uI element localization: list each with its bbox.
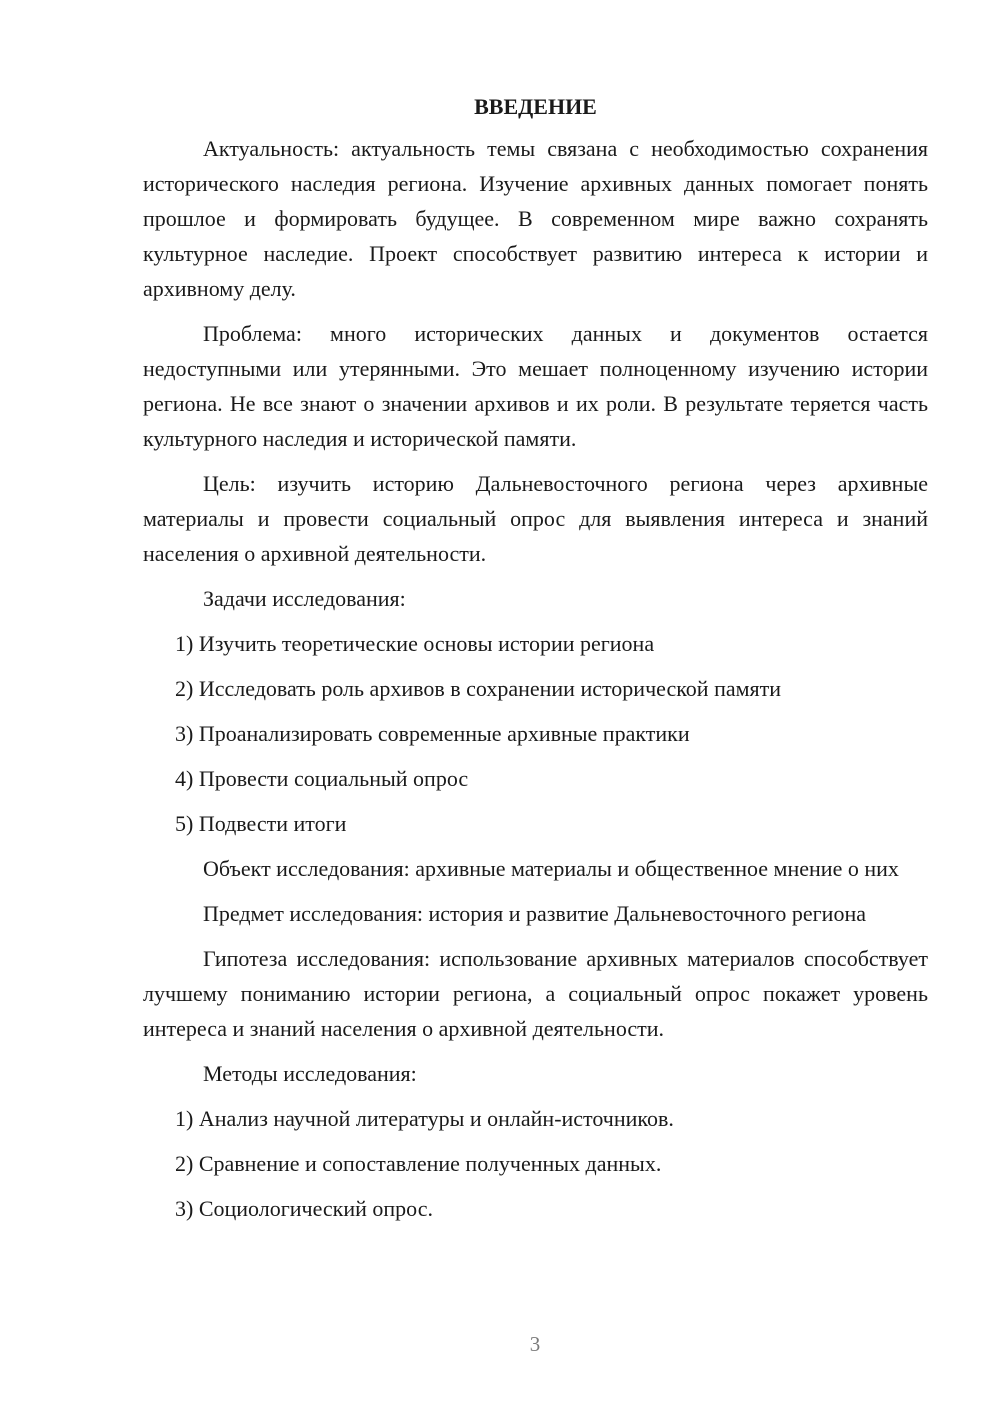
methods-list [143,1101,928,1226]
list-item: 5) Подвести итоги [175,811,347,836]
document-page [143,90,928,1236]
object-paragraph: Объект исследования: архивные материалы и общественное мнение о них [203,856,899,881]
subject-paragraph: Предмет исследования: история и развитие Дальневосточного региона [203,901,866,926]
list-item: 1) Изучить теоретические основы истории региона [175,631,655,656]
relevance-paragraph: Актуальность: актуальность темы связана с необходимостью сохранения исторического наследия региона. Изучение архивных данных помогает понять прошлое и формировать будущее. В современном мире важно сохранять культурное наследие. Проект способствует развитию интереса к истории и архивному делу. [143,136,928,301]
list-item: 2) Сравнение и сопоставление полученных данных. [175,1151,662,1176]
page-number: 3 [529,1332,541,1356]
hypothesis-paragraph: Гипотеза исследования: использование архивных материалов способствует лучшему пониманию истории региона, а социальный опрос покажет уровень интереса и знаний населения о архивной деятельности. [143,946,928,1041]
methods-heading: Методы исследования: [203,1061,417,1086]
goal-paragraph: Цель: изучить историю Дальневосточного региона через архивные материалы и провести социальный опрос для выявления интереса и знаний населения о архивной деятельности. [143,471,928,566]
tasks-heading: Задачи исследования: [203,586,406,611]
list-item: 1) Анализ научной литературы и онлайн-источников. [175,1106,674,1131]
tasks-list [143,626,928,841]
list-item: 3) Социологический опрос. [175,1196,433,1221]
problem-paragraph: Проблема: много исторических данных и документов остается недоступными или утерянными. Это мешает полноценному изучению истории региона. Не все знают о значении архивов и их роли. В результате теряется часть культурного наследия и исторической памяти. [143,321,928,451]
list-item: 3) Проанализировать современные архивные практики [175,721,690,746]
page-title: ВВЕДЕНИЕ [474,94,597,119]
list-item: 2) Исследовать роль архивов в сохранении исторической памяти [175,676,782,701]
list-item: 4) Провести социальный опрос [175,766,469,791]
